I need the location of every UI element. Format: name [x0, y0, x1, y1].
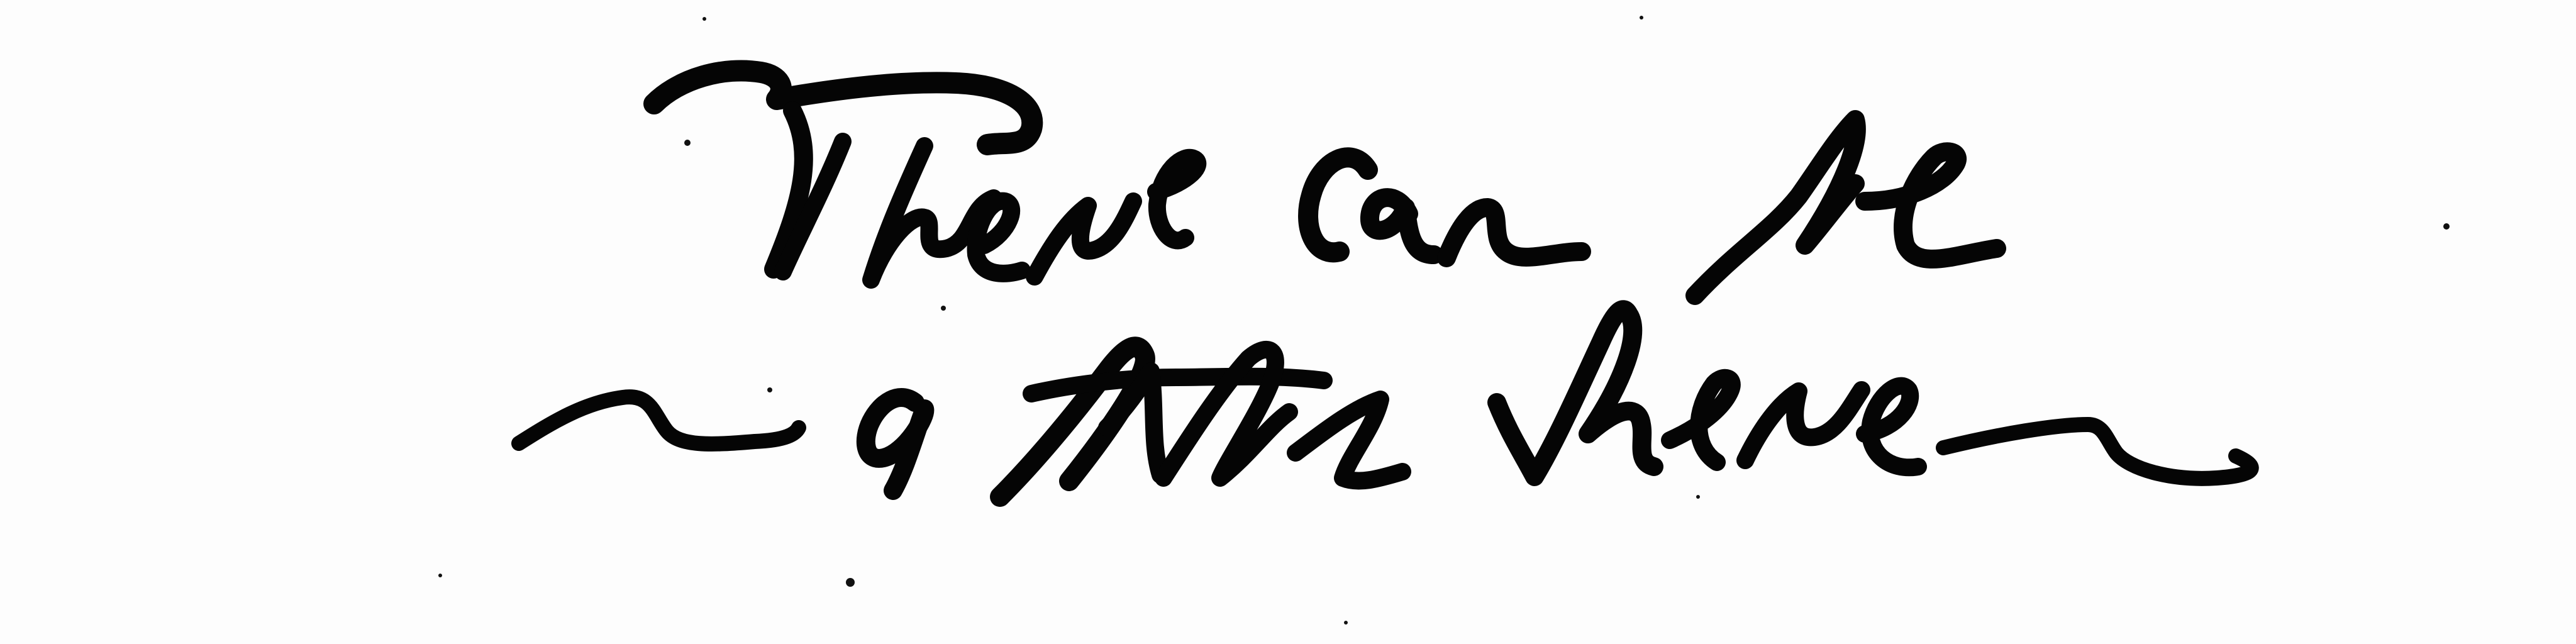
right-swash — [1943, 425, 2251, 479]
ink-speck — [1696, 495, 1700, 499]
word-here-r — [1745, 390, 1862, 460]
ink-speck — [2443, 223, 2450, 230]
word-here-h — [1497, 309, 1654, 477]
left-swash — [519, 397, 799, 444]
ink-speck — [767, 387, 772, 392]
letter-e-final — [1156, 158, 1197, 241]
ink-speck — [1344, 621, 1348, 625]
ink-speck — [702, 17, 706, 21]
word-be-b — [1695, 119, 1857, 296]
ink-speck — [846, 578, 855, 587]
handwritten-line-1 — [654, 70, 1997, 296]
letter-r — [1035, 201, 1133, 277]
ink-speck — [1640, 16, 1643, 19]
word-can-a — [1370, 197, 1434, 255]
word-here-e-2 — [1865, 386, 1918, 468]
ink-speck — [438, 574, 442, 577]
letter-e — [976, 201, 1022, 274]
word-can-c — [1308, 157, 1368, 252]
word-can-n — [1446, 208, 1582, 258]
ink-specks — [438, 16, 2450, 625]
word-be-e — [1865, 152, 1997, 259]
word-title-le — [1296, 399, 1402, 481]
ink-speck — [941, 306, 946, 311]
word-here-e-1 — [1670, 378, 1732, 462]
letter-a-small — [866, 397, 925, 491]
handwritten-line-2 — [519, 309, 2251, 497]
ink-speck — [684, 140, 691, 146]
